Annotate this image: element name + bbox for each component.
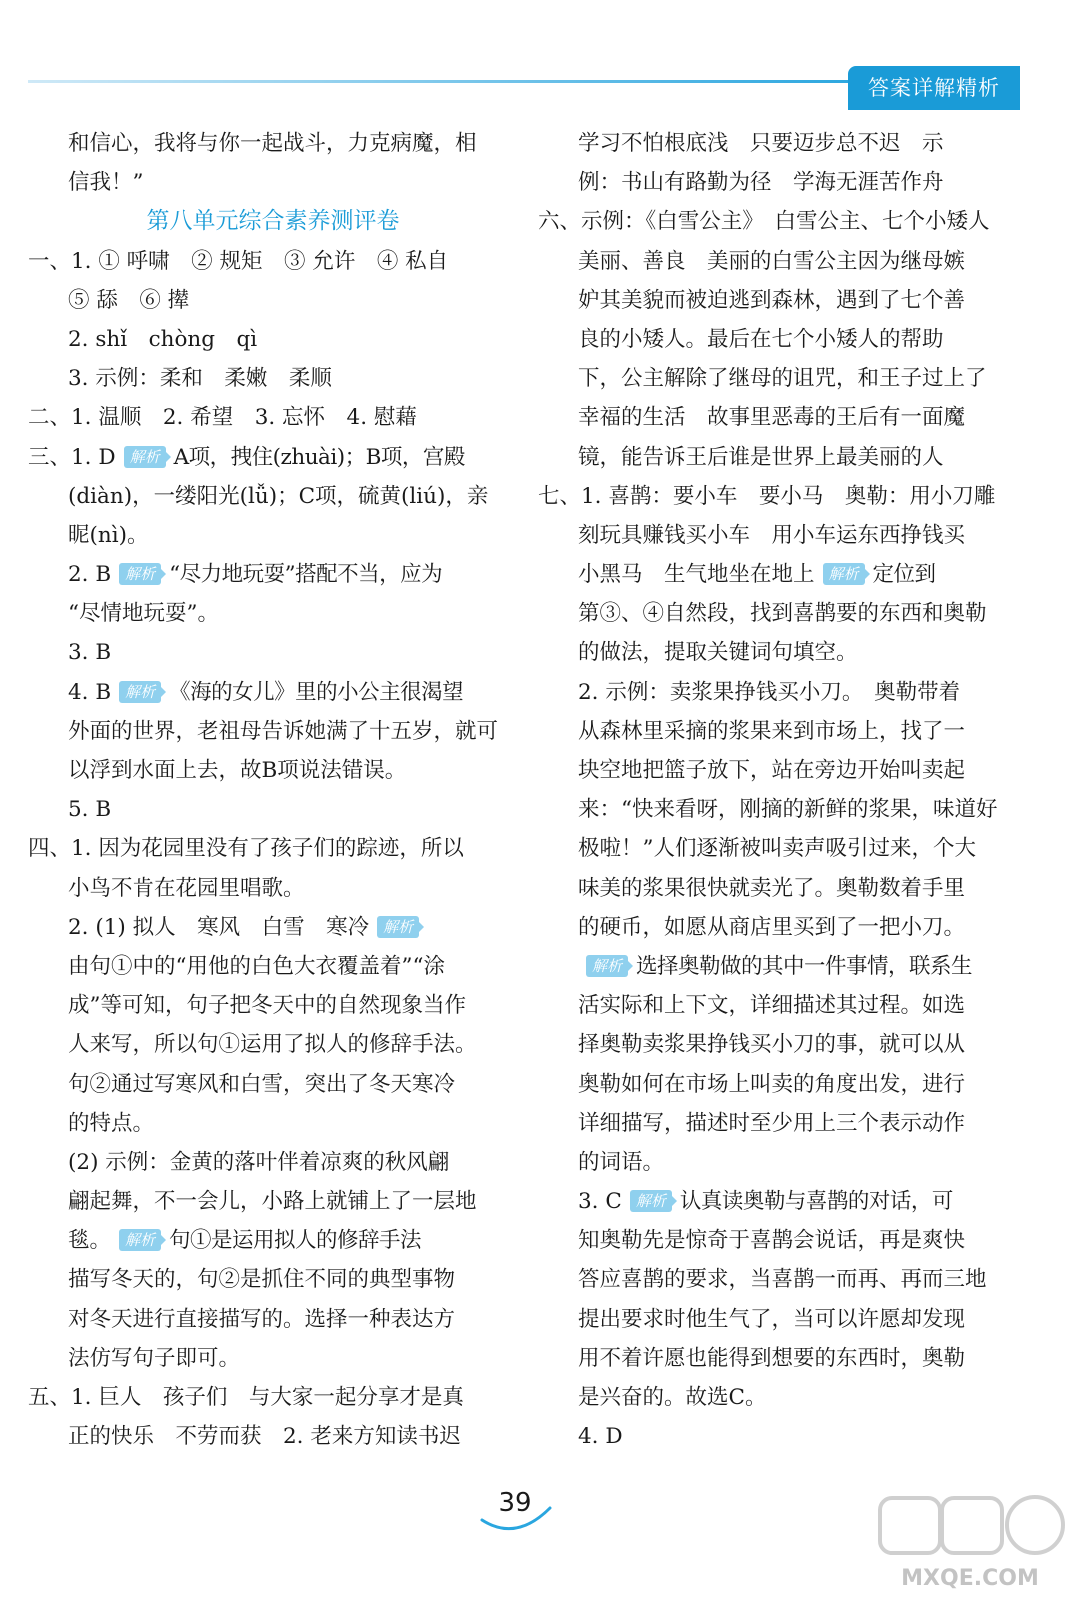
- line-text: 小鸟不肯在花园里唱歌。: [68, 875, 305, 901]
- answer-line: [538, 1065, 1028, 1104]
- analysis-text: 《海的女儿》里的小公主很渴望: [169, 679, 464, 705]
- line-text: 3. B: [68, 640, 112, 666]
- line-text: 美丽、善良 美丽的白雪公主因为继母嫉: [578, 248, 966, 274]
- line-text: 4. D: [578, 1424, 623, 1450]
- answer-line: [28, 869, 518, 908]
- answer-line: [28, 1300, 518, 1339]
- answer-line: [28, 1065, 518, 1104]
- answer-line: [538, 359, 1028, 398]
- answer-line: [28, 1378, 518, 1417]
- line-text: (diàn)，一缕阳光(lǚ)；C项，硫黄(liú)，亲: [68, 483, 489, 509]
- line-text: 人来写，所以句①运用了拟人的修辞手法。: [68, 1032, 477, 1058]
- line-text: 一、1. ① 呼啸 ② 规矩 ③ 允许 ④ 私自: [28, 248, 449, 274]
- line-text: “尽情地玩耍”。: [68, 601, 219, 627]
- analysis-text: “尽力地玩耍”搭配不当，应为: [169, 562, 443, 588]
- answer-line: [538, 869, 1028, 908]
- analysis-badge: 解析: [823, 563, 865, 585]
- line-text: 来：“快来看呀，刚摘的新鲜的浆果，味道好: [578, 797, 998, 823]
- answer-line: [28, 359, 518, 398]
- line-text: 的特点。: [68, 1110, 155, 1136]
- answer-line: [28, 242, 518, 281]
- line-text: 刻玩具赚钱买小车 用小车运东西挣钱买: [578, 522, 966, 548]
- answer-line: [538, 555, 1028, 594]
- analysis-badge: 解析: [119, 1229, 161, 1251]
- answer-line: [538, 438, 1028, 477]
- answer-line: [28, 477, 518, 516]
- line-text: 3. 示例：柔和 柔嫩 柔顺: [68, 366, 332, 392]
- watermark-logo: [870, 1490, 1070, 1595]
- answer-line: [28, 1182, 518, 1221]
- section-title: [28, 202, 518, 241]
- answer-line: [538, 1417, 1028, 1456]
- analysis-badge: 解析: [630, 1190, 672, 1212]
- answer-line: [538, 1300, 1028, 1339]
- answer-line: [538, 1143, 1028, 1182]
- answer-line: [28, 320, 518, 359]
- analysis-badge: 解析: [586, 955, 628, 977]
- line-text: 下，公主解除了继母的诅咒，和王子过上了: [578, 366, 987, 392]
- right-column: [538, 124, 1028, 1456]
- answer-line: [538, 398, 1028, 437]
- line-text: 提出要求时他生气了，当可以许愿却发现: [578, 1306, 966, 1332]
- line-text: 信我！”: [68, 170, 144, 196]
- analysis-text: 认真读奥勒与喜鹊的对话，可: [679, 1189, 953, 1215]
- line-text: 3. C: [578, 1189, 622, 1215]
- analysis-text: 句①是运用拟人的修辞手法: [169, 1228, 422, 1254]
- answer-line: [538, 242, 1028, 281]
- line-text: 的词语。: [578, 1149, 665, 1175]
- line-text: 幸福的生活 故事里恶毒的王后有一面魔: [578, 405, 966, 431]
- answer-line: [538, 1378, 1028, 1417]
- line-text: ⑤ 舔 ⑥ 撵: [68, 287, 190, 313]
- line-text: 六、示例：《白雪公主》 白雪公主、七个小矮人: [538, 209, 990, 235]
- line-text: 2. shǐ chòng qì: [68, 326, 258, 352]
- answer-line: [538, 633, 1028, 672]
- analysis-badge: 解析: [377, 916, 419, 938]
- line-text: 以浮到水面上去，故B项说法错误。: [68, 758, 407, 783]
- answer-line: [538, 829, 1028, 868]
- line-text: 二、1. 温顺 2. 希望 3. 忘怀 4. 慰藉: [28, 405, 417, 431]
- answer-line: [538, 124, 1028, 163]
- header-tab: 答案详解精析: [848, 66, 1020, 110]
- answer-line: [538, 281, 1028, 320]
- line-text: 正的快乐 不劳而获 2. 老来方知读书迟: [68, 1424, 461, 1450]
- line-text: 句②通过写寒风和白雪，突出了冬天寒冷: [68, 1071, 456, 1097]
- line-text: 三、1. D: [28, 444, 116, 470]
- line-text: 奥勒如何在市场上叫卖的角度出发，进行: [578, 1071, 966, 1097]
- line-text: 四、1. 因为花园里没有了孩子们的踪迹，所以: [28, 836, 464, 862]
- line-text: 妒其美貌而被迫逃到森林，遇到了七个善: [578, 287, 966, 313]
- answer-line: [538, 790, 1028, 829]
- line-text: 学习不怕根底浅 只要迈步总不迟 示: [578, 131, 944, 156]
- answer-line: [538, 1221, 1028, 1260]
- answer-line: [28, 673, 518, 712]
- answer-line: [28, 1417, 518, 1456]
- answer-line: [538, 1025, 1028, 1064]
- answer-line: [538, 673, 1028, 712]
- line-text: 答应喜鹊的要求，当喜鹊一而再、再而三地: [578, 1267, 987, 1293]
- line-text: 第③、④自然段，找到喜鹊要的东西和奥勒: [578, 601, 987, 627]
- answer-line: [538, 712, 1028, 751]
- answer-line: [28, 1104, 518, 1143]
- answer-line: [538, 477, 1028, 516]
- answer-line: [28, 1221, 518, 1260]
- left-column: [28, 124, 518, 1456]
- header-rule: [28, 80, 868, 83]
- line-text: 择奥勒卖浆果挣钱买小刀的事，就可以从: [578, 1032, 966, 1058]
- line-text: 极啦！”人们逐渐被叫卖声吸引过来，个大: [578, 836, 976, 862]
- answer-line: [28, 1339, 518, 1378]
- answer-line: [28, 124, 518, 163]
- answer-line: [538, 202, 1028, 241]
- line-text: 小黑马 生气地坐在地上: [578, 562, 815, 588]
- line-text: 翩起舞，不一会儿，小路上就铺上了一层地: [68, 1189, 477, 1215]
- line-text: 是兴奋的。故选C。: [578, 1385, 767, 1410]
- analysis-badge: 解析: [119, 681, 161, 703]
- answer-line: [28, 438, 518, 477]
- answer-line: [538, 163, 1028, 202]
- line-text: 2. (1) 拟人 寒风 白雪 寒冷: [68, 914, 370, 940]
- line-text: 第八单元综合素养测评卷: [146, 208, 400, 235]
- answer-line: [28, 986, 518, 1025]
- line-text: 的做法，提取关键词句填空。: [578, 640, 858, 666]
- line-text: 2. B: [68, 562, 112, 588]
- page-number: 39: [498, 1488, 532, 1518]
- line-text: 详细描写，描述时至少用上三个表示动作: [578, 1110, 966, 1136]
- line-text: 由句①中的“用他的白色大衣覆盖着”“涂: [68, 953, 445, 979]
- answer-line: [28, 516, 518, 555]
- answer-line: [28, 594, 518, 633]
- line-text: 描写冬天的，句②是抓住不同的典型事物: [68, 1267, 456, 1293]
- answer-line: [28, 555, 518, 594]
- line-text: 知奥勒先是惊奇于喜鹊会说话，再是爽快: [578, 1228, 966, 1254]
- answer-line: [28, 163, 518, 202]
- analysis-text: A项，拽住(zhuài)；B项，宫殿: [173, 444, 465, 470]
- line-text: 镜，能告诉王后谁是世界上最美丽的人: [578, 444, 944, 470]
- answer-line: [28, 1143, 518, 1182]
- line-text: 2. 示例：卖浆果挣钱买小刀。 奥勒带着: [578, 679, 961, 705]
- line-text: 的硬币，如愿从商店里买到了一把小刀。: [578, 914, 966, 940]
- line-text: 七、1. 喜鹊：要小车 要小马 奥勒：用小刀雕: [538, 483, 996, 509]
- line-text: 从森林里采摘的浆果来到市场上，找了一: [578, 718, 966, 744]
- line-text: 成”等可知，句子把冬天中的自然现象当作: [68, 993, 466, 1019]
- answer-line: [538, 1182, 1028, 1221]
- answer-line: [28, 947, 518, 986]
- answer-line: [538, 751, 1028, 790]
- analysis-text: 选择奥勒做的其中一件事情，联系生: [636, 953, 973, 979]
- line-text: 味美的浆果很快就卖光了。奥勒数着手里: [578, 875, 966, 901]
- line-text: 例：书山有路勤为径 学海无涯苦作舟: [578, 170, 944, 196]
- answer-line: [28, 790, 518, 829]
- line-text: 五、1. 巨人 孩子们 与大家一起分享才是真: [28, 1385, 464, 1410]
- answer-line: [28, 1025, 518, 1064]
- answer-line: [538, 1104, 1028, 1143]
- answer-line: [538, 516, 1028, 555]
- answer-line: [28, 712, 518, 751]
- analysis-badge: 解析: [124, 446, 166, 468]
- analysis-badge: 解析: [119, 563, 161, 585]
- answer-line: [538, 947, 1028, 986]
- line-text: 法仿写句子即可。: [68, 1345, 241, 1371]
- line-text: 毯。: [68, 1228, 112, 1254]
- answer-line: [538, 986, 1028, 1025]
- answer-line: [28, 1260, 518, 1299]
- answer-line: [28, 829, 518, 868]
- answer-line: [28, 633, 518, 672]
- answer-line: [28, 398, 518, 437]
- answer-line: [538, 1339, 1028, 1378]
- analysis-text: 定位到: [872, 562, 936, 588]
- line-text: 和信心，我将与你一起战斗，力克病魔，相: [68, 131, 477, 156]
- answer-line: [538, 1260, 1028, 1299]
- page-number-arc: [478, 1500, 554, 1534]
- line-text: 昵(nì)。: [68, 522, 149, 548]
- answer-line: [28, 908, 518, 947]
- answer-line: [28, 751, 518, 790]
- line-text: 对冬天进行直接描写的。选择一种表达方: [68, 1306, 456, 1332]
- watermark-url: MXQE.COM: [901, 1566, 1039, 1591]
- line-text: 5. B: [68, 797, 112, 823]
- line-text: 用不着许愿也能得到想要的东西时，奥勒: [578, 1345, 966, 1371]
- answer-line: [538, 320, 1028, 359]
- line-text: 4. B: [68, 679, 112, 705]
- line-text: 外面的世界，老祖母告诉她满了十五岁，就可: [68, 718, 499, 744]
- line-text: 块空地把篮子放下，站在旁边开始叫卖起: [578, 758, 966, 783]
- answer-line: [538, 594, 1028, 633]
- line-text: 良的小矮人。最后在七个小矮人的帮助: [578, 326, 944, 352]
- line-text: (2) 示例：金黄的落叶伴着凉爽的秋风翩: [68, 1149, 450, 1175]
- answer-line: [28, 281, 518, 320]
- line-text: 活实际和上下文，详细描述其过程。如选: [578, 993, 966, 1019]
- answer-line: [538, 908, 1028, 947]
